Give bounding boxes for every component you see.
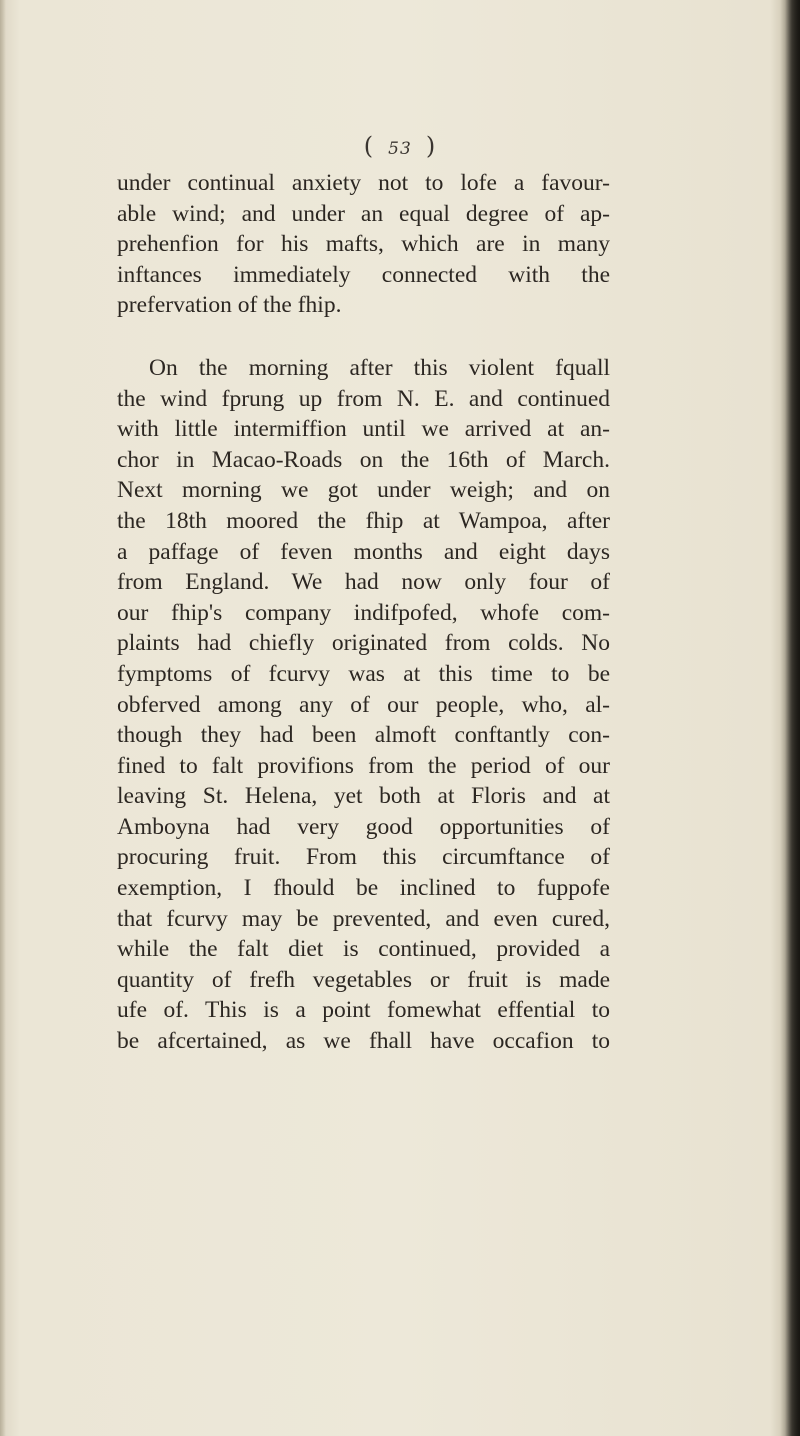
- text-line: fymptoms of fcurvy was at this time to be: [117, 660, 610, 687]
- text-line: quantity of frefh vegetables or fruit is made: [117, 966, 610, 993]
- body-text: [117, 168, 610, 1057]
- text-line: prefervation of the fhip.: [117, 292, 342, 319]
- page-number-open-paren: (: [363, 132, 375, 160]
- text-line: from England. We had now only four of: [117, 569, 610, 596]
- page-left-edge: [0, 0, 6, 1436]
- text-line: Amboyna had very good opportunities of: [117, 813, 610, 840]
- page-number-close-paren: ): [425, 132, 437, 160]
- text-line: Next morning we got under weigh; and on: [117, 477, 610, 504]
- text-line: with little intermiffion until we arrived at an-: [117, 416, 610, 443]
- text-line: the wind fprung up from N. E. and continued: [117, 385, 610, 412]
- text-line: plaints had chiefly originated from colds. No: [117, 630, 610, 657]
- text-line: able wind; and under an equal degree of ap-: [117, 200, 610, 227]
- text-line: leaving St. Helena, yet both at Floris and at: [117, 783, 610, 810]
- text-line: chor in Macao-Roads on the 16th of March.: [117, 446, 610, 473]
- text-line: obferved among any of our people, who, al-: [117, 691, 610, 718]
- text-line: On the morning after this violent fquall: [149, 354, 610, 381]
- page-binding-shadow: [780, 0, 800, 1436]
- text-line: procuring fruit. From this circumftance of: [117, 844, 610, 871]
- page-number-value: 53: [388, 139, 412, 159]
- text-line: though they had been almoft conftantly con-: [117, 722, 610, 749]
- paragraph-2: [117, 353, 610, 1057]
- text-line: while the falt diet is continued, provided a: [117, 936, 610, 963]
- text-line: be afcertained, as we fhall have occafion to: [117, 1028, 610, 1055]
- text-line: ufe of. This is a point fomewhat effential to: [117, 997, 610, 1024]
- text-line: inftances immediately connected with the: [117, 261, 610, 288]
- text-line: exemption, I fhould be inclined to fuppofe: [117, 875, 610, 902]
- paragraph-1: [117, 168, 610, 321]
- text-line: that fcurvy may be prevented, and even cured,: [117, 905, 610, 932]
- text-line: a paffage of feven months and eight days: [117, 538, 610, 565]
- text-line: our fhip's company indifpofed, whofe com-: [117, 599, 610, 626]
- text-line: prehenfion for his mafts, which are in many: [117, 231, 610, 258]
- text-line: fined to falt provifions from the period of our: [117, 752, 610, 779]
- text-line: under continual anxiety not to lofe a favour-: [117, 170, 610, 196]
- paragraph-gap: [117, 321, 610, 353]
- text-line: the 18th moored the fhip at Wampoa, after: [117, 507, 610, 534]
- page-number: [0, 132, 800, 160]
